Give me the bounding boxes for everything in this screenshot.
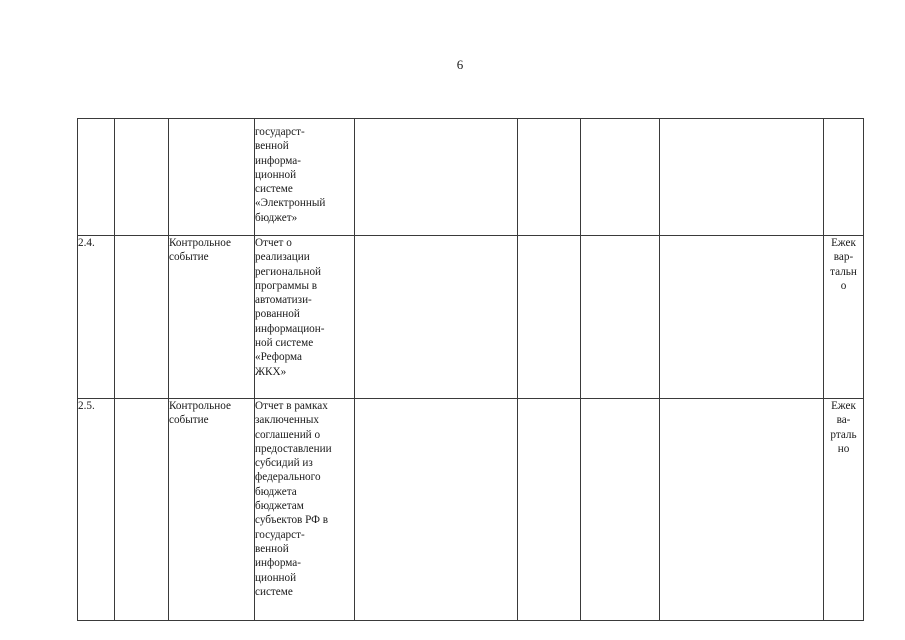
cell-text-line: ва-: [836, 414, 851, 427]
cell-text-line: Контрольное: [169, 400, 231, 412]
cell-text-line: рованной: [255, 308, 300, 321]
cell-text-line: бюджетам: [255, 500, 304, 513]
description-cell: [255, 399, 355, 621]
cell-text-line: заключенных: [255, 414, 320, 427]
table-row: [78, 236, 864, 399]
empty-cell: [355, 399, 518, 621]
empty-cell: [355, 236, 518, 399]
empty-cell: [660, 236, 824, 399]
event-type-cell: [169, 236, 255, 399]
cell-text-line: системе: [255, 183, 293, 196]
cell-text-line: «Электронный: [255, 197, 326, 210]
cell-text-line: Контрольное: [169, 237, 231, 249]
row-number-cell: 2.5.: [78, 399, 115, 621]
cell-text-line: предоставлении: [255, 442, 332, 455]
cell-text-line: соглашений о: [255, 428, 321, 441]
table-row: [78, 119, 864, 236]
period-cell: [824, 399, 864, 621]
cell-text-line: венной: [255, 542, 289, 555]
cell-text-line: системе: [255, 585, 293, 598]
plan-table: [77, 118, 864, 621]
cell-text-line: информацион-: [255, 322, 325, 335]
cell-text-line: региональной: [255, 265, 322, 278]
description-cell: [255, 236, 355, 399]
event-type-cell: [169, 119, 255, 236]
cell-text-line: ционной: [255, 571, 297, 584]
period-cell: [824, 119, 864, 236]
page-number: 6: [456, 57, 464, 72]
cell-text-line: федерального: [255, 471, 321, 484]
cell-text-line: программы в: [255, 279, 318, 292]
cell-text-line: субсидий из: [255, 457, 313, 470]
cell-text-line: событие: [169, 414, 209, 427]
empty-cell: [581, 236, 660, 399]
empty-cell: [355, 119, 518, 236]
cell-text-line: Ежек: [831, 400, 856, 412]
event-type-cell: [169, 399, 255, 621]
row-number-cell: 2.4.: [78, 236, 115, 399]
cell-text-line: ной системе: [255, 337, 314, 350]
cell-text-line: вар-: [833, 251, 854, 264]
cell-text-line: субъектов РФ в: [255, 514, 329, 527]
row-number-cell: [78, 119, 115, 236]
cell-text-line: Отчет в рамках: [255, 400, 328, 412]
empty-cell: [115, 236, 169, 399]
cell-text-line: государст-: [255, 126, 305, 138]
empty-cell: [115, 119, 169, 236]
cell-text-line: событие: [169, 251, 209, 264]
cell-text-line: тальн: [830, 265, 857, 278]
cell-text-line: информа-: [255, 154, 301, 167]
cell-text-line: ционной: [255, 168, 297, 181]
empty-cell: [660, 119, 824, 236]
cell-text-line: рталь: [830, 428, 857, 441]
empty-cell: [518, 119, 581, 236]
cell-text-line: «Реформа: [255, 351, 303, 364]
empty-cell: [115, 399, 169, 621]
empty-cell: [581, 119, 660, 236]
cell-text-line: информа-: [255, 557, 301, 570]
cell-text-line: ЖКХ»: [255, 365, 287, 378]
cell-text-line: бюджета: [255, 485, 297, 498]
cell-text-line: Отчет о: [255, 237, 292, 249]
description-cell: [255, 119, 355, 236]
empty-cell: [518, 399, 581, 621]
cell-text-line: о: [840, 279, 847, 292]
period-cell: [824, 236, 864, 399]
cell-text-line: автоматизи-: [255, 294, 312, 307]
cell-text-line: Ежек: [831, 237, 856, 249]
table-row: [78, 399, 864, 621]
empty-cell: [581, 399, 660, 621]
cell-text-line: венной: [255, 140, 289, 153]
empty-cell: [660, 399, 824, 621]
cell-text-line: бюджет»: [255, 211, 298, 224]
cell-text-line: реализации: [255, 251, 310, 264]
cell-text-line: государст-: [255, 528, 305, 541]
empty-cell: [518, 236, 581, 399]
cell-text-line: но: [837, 442, 850, 455]
